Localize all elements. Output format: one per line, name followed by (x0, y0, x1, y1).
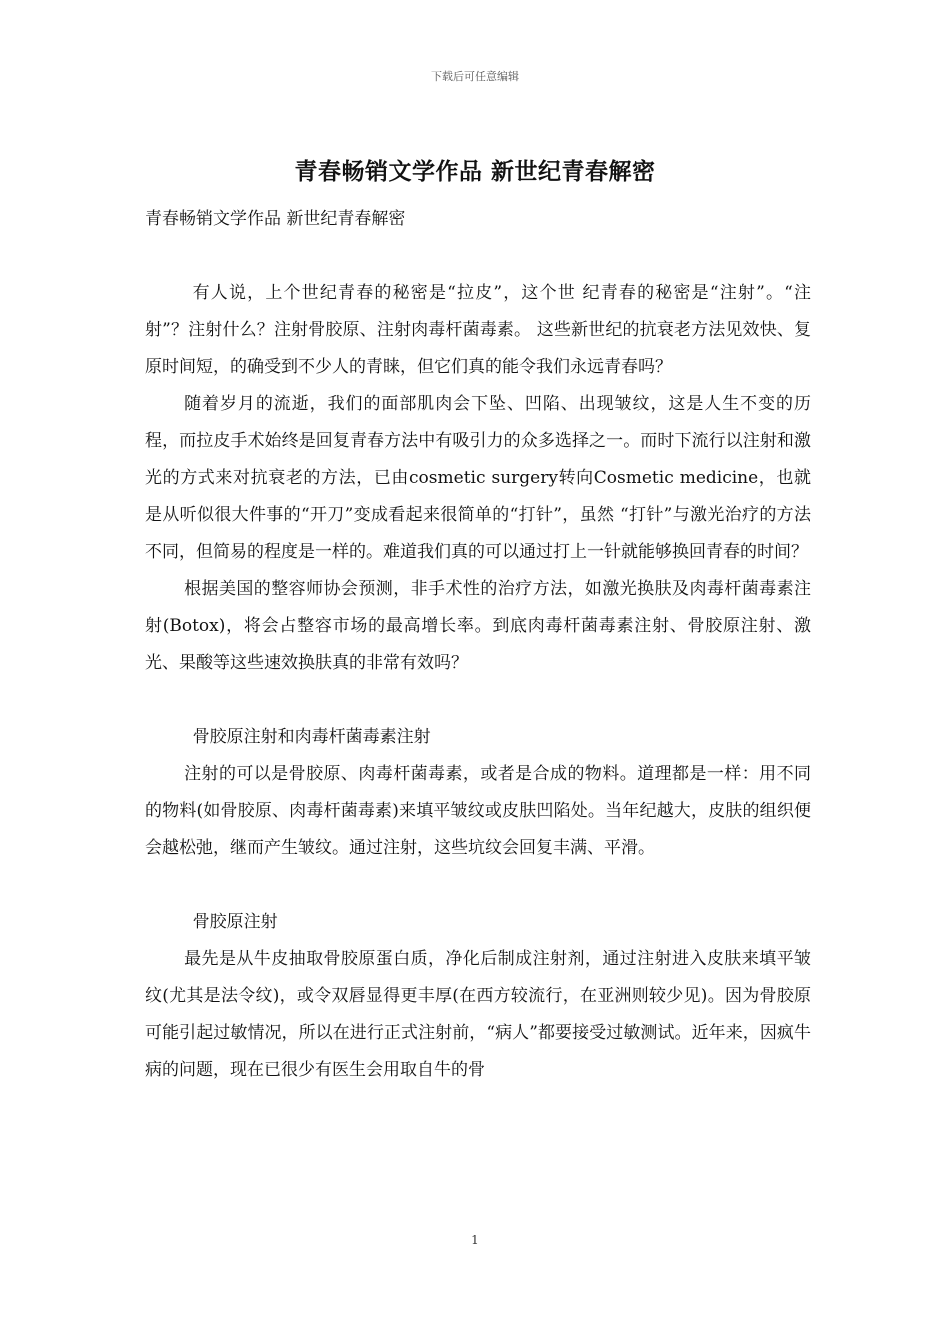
blank-line (145, 238, 811, 275)
blank-line (145, 867, 811, 904)
page-title: 青春畅销文学作品 新世纪青春解密 (294, 158, 656, 185)
section-heading-collagen: 骨胶原注射 (192, 912, 278, 932)
section-heading-injections: 骨胶原注射和肉毒杆菌毒素注射 (192, 727, 431, 747)
paragraph-injections: 注射的可以是骨胶原、肉毒杆菌毒素，或者是合成的物料。道理都是一样：用不同的物料(如骨胶原、肉毒杆菌毒素)来填平皱纹或皮肤凹陷处。当年纪越大，皮肤的组织便会越松弛，继而产生皱纹。通过注射，这些坑纹会回复丰满、平滑。 (145, 764, 811, 858)
paragraph-intro: 有人说，上个世纪青春的秘密是“拉皮”，这个世 纪青春的秘密是“注射”。“注射”？注射什么？注射骨胶原、注射肉毒杆菌毒素。 这些新世纪的抗衰老方法见效快、复原时间短，的确受到不少人的青睐，但它们真的能令我们永远青春吗？ (145, 283, 811, 377)
paragraph-collagen: 最先是从牛皮抽取骨胶原蛋白质，净化后制成注射剂，通过注射进入皮肤来填平皱纹(尤其是法令纹)，或令双唇显得更丰厚(在西方较流行，在亚洲则较少见)。因为骨胶原可能引起过敏情况，所以在进行正式注射前，“病人”都要接受过敏测试。近年来，因疯牛病的问题，现在已很少有医生会用取自牛的骨 (145, 949, 811, 1080)
download-note: 下载后可任意编辑 (431, 70, 519, 83)
page-number: 1 (471, 1233, 479, 1247)
paragraph-aging: 随着岁月的流逝，我们的面部肌肉会下坠、凹陷、出现皱纹，这是人生不变的历程，而拉皮手术始终是回复青春方法中有吸引力的众多选择之一。而时下流行以注射和激光的方式来对抗衰老的方法，已由cosmetic surgery转向Cosmetic medicine，也就是从听似很大件事的“开刀”变成看起来很简单的“打针”，虽然 “打针”与激光治疗的方法不同，但简易的程度是一样的。难道我们真的可以通过打上一针就能够换回青春的时间？ (145, 394, 811, 562)
paragraph-forecast: 根据美国的整容师协会预测，非手术性的治疗方法，如激光换肤及肉毒杆菌毒素注射(Botox)，将会占整容市场的最高增长率。到底肉毒杆菌毒素注射、骨胶原注射、激光、果酸等这些速效换肤真的非常有效吗？ (145, 579, 811, 673)
blank-line (145, 682, 811, 719)
document-subtitle: 青春畅销文学作品 新世纪青春解密 (145, 209, 406, 229)
document-body (145, 201, 811, 1089)
